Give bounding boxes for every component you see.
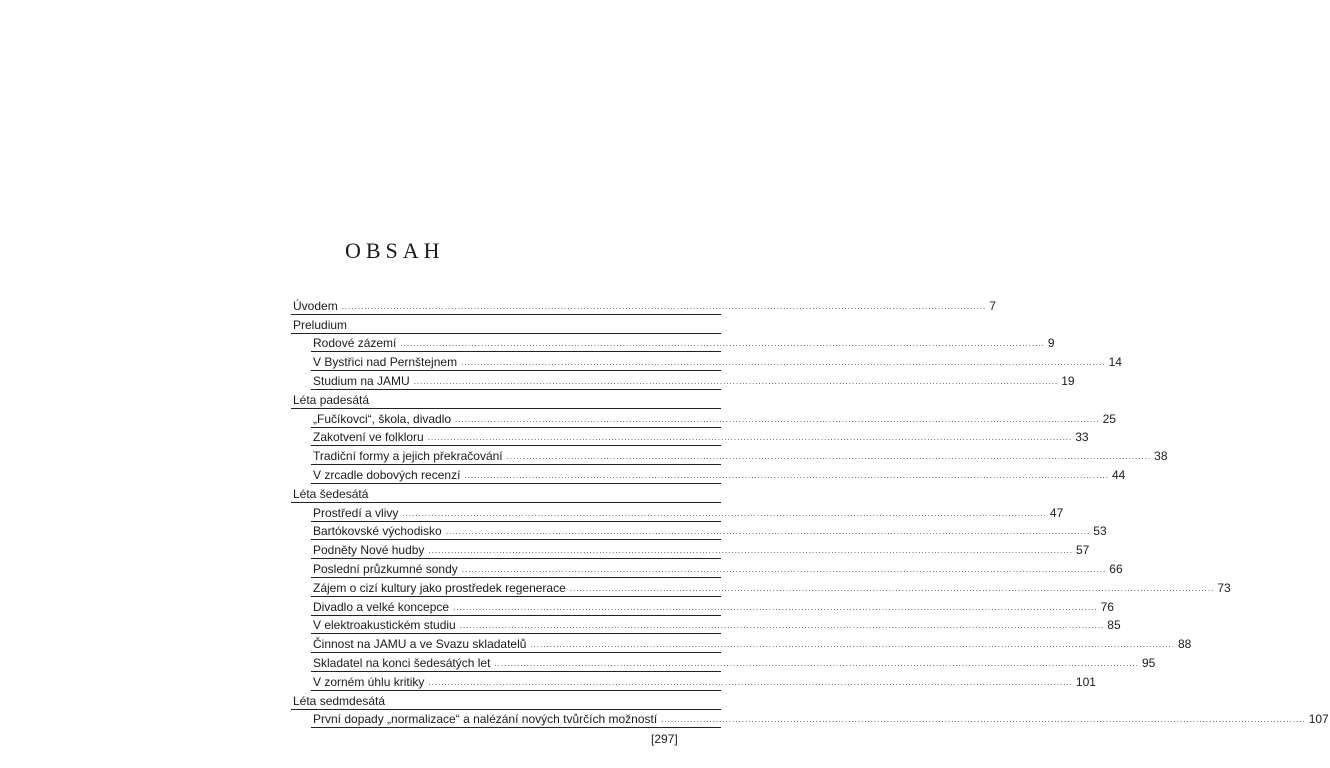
toc-section [291, 296, 996, 315]
toc-subentry [311, 634, 1192, 653]
toc-subentry [311, 503, 1064, 522]
toc-entry-page: 47 [1049, 505, 1064, 520]
toc-subentry [311, 334, 1055, 353]
toc-entry-page: 7 [989, 298, 996, 313]
toc-subentry [311, 371, 1075, 390]
dot-leader: ........................................................................................................................................................................................................ [427, 433, 1073, 443]
dot-leader: ........................................................................................................................................................................................................ [428, 546, 1073, 556]
toc-entry-page: 53 [1093, 524, 1107, 539]
toc-subentry [311, 578, 1231, 597]
dot-leader: ........................................................................................................................................................................................................ [428, 677, 1073, 687]
toc-subentry [311, 653, 1156, 672]
toc-section [291, 315, 721, 334]
dot-leader: ........................................................................................................................................................................................................ [341, 301, 987, 311]
toc-entry-page: 19 [1061, 373, 1075, 388]
toc-subentry [311, 465, 1126, 484]
dot-leader: ........................................................................................................................................................................................................ [459, 621, 1105, 631]
dot-leader: ........................................................................................................................................................................................................ [494, 658, 1139, 668]
toc-entry-page: 95 [1141, 655, 1156, 670]
toc-entry-page: 44 [1111, 467, 1126, 482]
dot-leader: ........................................................................................................................................................................................................ [461, 358, 1106, 368]
toc-entry-title: Divadlo a velké koncepce [313, 599, 450, 614]
toc-entry-title: Studium na JAMU [313, 373, 410, 388]
toc-entry-page: 107 [1308, 712, 1329, 727]
toc-entry-page: 76 [1100, 599, 1114, 614]
dot-leader: ........................................................................................................................................................................................................ [400, 339, 1045, 349]
toc-subentry [311, 409, 1116, 428]
toc-subentry [311, 559, 1123, 578]
toc-entry-title: Skladatel na konci šedesátých let [313, 655, 491, 670]
toc-entry-title: Zakotvení ve folkloru [313, 430, 424, 445]
toc-subentry [311, 540, 1090, 559]
toc-entry-title: V zrcadle dobových recenzí [313, 467, 461, 482]
dot-leader: ........................................................................................................................................................................................................ [461, 564, 1107, 574]
page-number: [297] [651, 732, 678, 746]
toc-subentry [311, 522, 1107, 541]
toc-subentry [311, 428, 1089, 447]
toc-entry-page: 88 [1177, 637, 1192, 652]
toc-section [291, 484, 721, 503]
toc-entry-title: V Bystřici nad Pernštejnem [313, 355, 458, 370]
dot-leader: ........................................................................................................................................................................................................ [661, 715, 1306, 725]
dot-leader: ........................................................................................................................................................................................................ [506, 452, 1152, 462]
dot-leader: ........................................................................................................................................................................................................ [464, 470, 1109, 480]
toc-section [291, 390, 721, 409]
toc-entry-page: 14 [1108, 355, 1122, 370]
toc-entry-page: 33 [1075, 430, 1089, 445]
toc-entry-page: 73 [1217, 580, 1231, 595]
toc-entry-page: 101 [1075, 674, 1096, 689]
toc-entry-title: Rodové zázemí [313, 336, 397, 351]
toc-entry-title: Léta šedesátá [293, 486, 369, 501]
dot-leader: ........................................................................................................................................................................................................ [402, 508, 1047, 518]
toc-entry-title: V elektroakustickém studiu [313, 618, 456, 633]
toc-subentry [311, 352, 1122, 371]
toc-entry-title: Tradiční formy a jejich překračování [313, 449, 503, 464]
toc-entry-title: Podněty Nové hudby [313, 543, 425, 558]
toc-entry-title: Preludium [293, 317, 348, 332]
toc-entry-title: Léta padesátá [293, 392, 370, 407]
toc-entry-title: V zorném úhlu kritiky [313, 674, 425, 689]
dot-leader: ........................................................................................................................................................................................................ [445, 527, 1091, 537]
toc-entry-title: Prostředí a vlivy [313, 505, 399, 520]
toc-entry-title: „Fučíkovci“, škola, divadlo [313, 411, 452, 426]
toc-entry-page: 9 [1047, 336, 1055, 351]
toc-entry-page: 25 [1102, 411, 1116, 426]
toc-entry-title: Zájem o cizí kultury jako prostředek regenerace [313, 580, 566, 595]
toc-entry-title: Poslední průzkumné sondy [313, 561, 458, 576]
toc-entry-page: 85 [1107, 618, 1121, 633]
toc-entry-title: První dopady „normalizace“ a nalézání nových tvůrčích možností [313, 712, 658, 727]
toc-entry-page: 66 [1109, 561, 1123, 576]
toc-entry-title: Činnost na JAMU a ve Svazu skladatelů [313, 637, 527, 652]
dot-leader: ........................................................................................................................................................................................................ [413, 376, 1059, 386]
table-of-contents [291, 296, 1329, 728]
dot-leader: ........................................................................................................................................................................................................ [453, 602, 1098, 612]
toc-heading: OBSAH [345, 238, 445, 263]
toc-entry-title: Léta sedmdesátá [293, 693, 386, 708]
dot-leader: ........................................................................................................................................................................................................ [569, 583, 1215, 593]
toc-subentry [311, 616, 1121, 635]
dot-leader: ........................................................................................................................................................................................................ [455, 414, 1100, 424]
toc-entry-page: 57 [1075, 543, 1090, 558]
dot-leader: ........................................................................................................................................................................................................ [530, 640, 1175, 650]
toc-section [291, 691, 721, 710]
toc-entry-title: Bartókovské východisko [313, 524, 442, 539]
toc-subentry [311, 597, 1114, 616]
toc-subentry [311, 672, 1096, 691]
toc-subentry [311, 710, 1329, 729]
toc-entry-title: Úvodem [293, 298, 338, 313]
toc-entry-page: 38 [1154, 449, 1168, 464]
toc-subentry [311, 446, 1168, 465]
